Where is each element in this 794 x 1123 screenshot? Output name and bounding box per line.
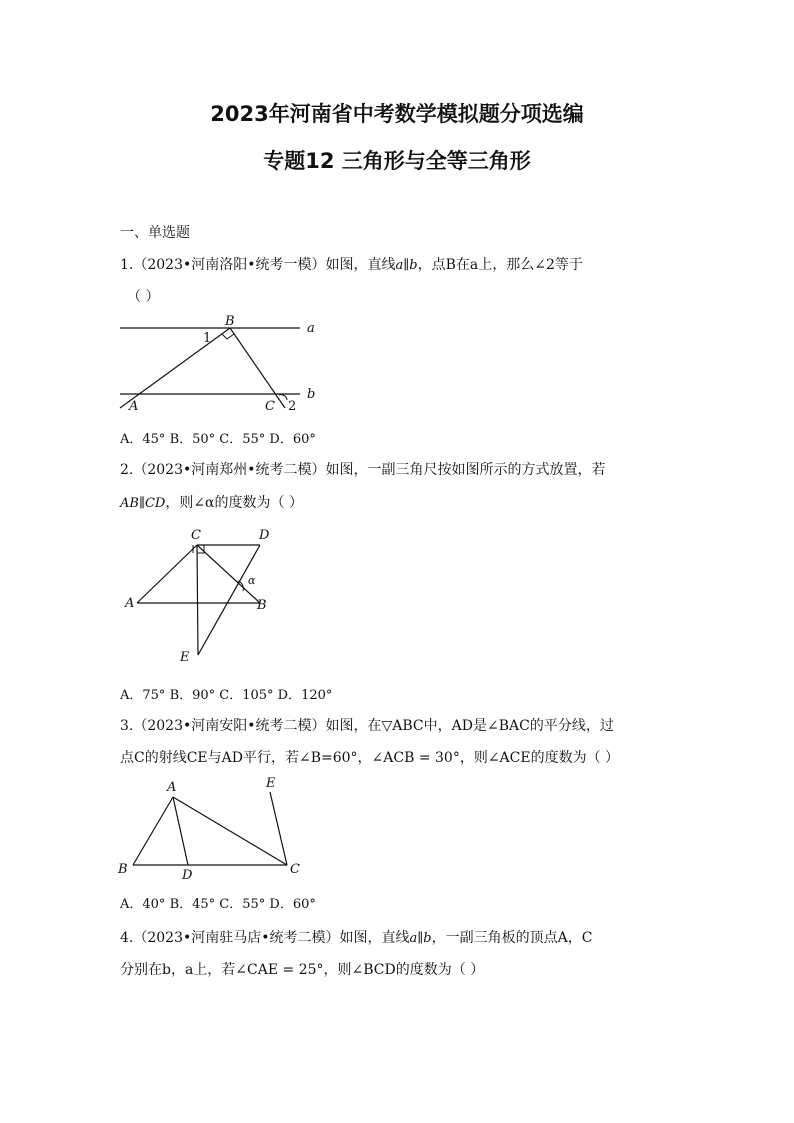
segment-ed xyxy=(198,545,260,655)
question-3-options: A．40° B．45° C．55° D．60° xyxy=(120,897,316,912)
question-1-math: a∥b xyxy=(395,258,418,273)
segment-ac xyxy=(173,797,287,865)
label-b: B xyxy=(118,862,128,877)
question-2-math: AB∥CD xyxy=(120,496,166,511)
question-2-options: A．75° B．90° C．105° D．120° xyxy=(120,688,333,703)
label-e: E xyxy=(180,650,190,665)
question-2-line-a: 2.（2023•河南郑州•统考二模）如图，一副三角尺按如图所示的方式放置，若 xyxy=(120,462,606,478)
segment-ac xyxy=(137,545,197,603)
ray-ce xyxy=(270,792,287,865)
label-angle-1: 1 xyxy=(203,331,212,346)
section-heading: 一、单选题 xyxy=(120,225,190,241)
segment-bc xyxy=(230,328,285,408)
label-c: C xyxy=(191,528,201,543)
question-1-line-b: ，点B在a上，那么∠2等于 xyxy=(417,257,583,273)
label-b-line: b xyxy=(307,387,316,402)
angle-2-arc xyxy=(279,395,287,400)
question-3-figure xyxy=(115,775,315,885)
label-d: D xyxy=(259,528,270,543)
question-3-line-b: 点C的射线CE与AD平行，若∠B=60°，∠ACB = 30°，则∠ACE的度数为（ ） xyxy=(120,750,620,766)
question-2-text xyxy=(120,492,303,512)
label-a: A xyxy=(129,399,139,414)
label-b: B xyxy=(257,598,267,613)
label-a: A xyxy=(125,596,135,611)
segment-ad xyxy=(173,797,188,865)
label-alpha: α xyxy=(248,574,256,587)
question-1-text xyxy=(120,254,583,274)
question-1-line-a: 1.（2023•河南洛阳•统考一模）如图，直线 xyxy=(120,257,396,273)
page-title: 2023年河南省中考数学模拟题分项选编 xyxy=(210,102,584,126)
question-4-line-a: 4.（2023•河南驻马店•统考二模）如图，直线 xyxy=(120,930,410,946)
page-subtitle: 专题12 三角形与全等三角形 xyxy=(263,149,531,173)
label-a: A xyxy=(167,780,177,795)
question-1-answer-blank: （ ） xyxy=(127,289,160,305)
label-c: C xyxy=(265,399,275,414)
label-b: B xyxy=(225,314,235,329)
label-e: E xyxy=(266,776,276,791)
question-1-figure xyxy=(115,313,325,413)
question-2-figure xyxy=(125,525,285,665)
right-angle-mark xyxy=(222,334,234,339)
question-1-options: A．45° B．50° C．55° D．60° xyxy=(120,432,316,447)
segment-ce xyxy=(197,545,198,655)
label-angle-2: 2 xyxy=(288,399,297,414)
question-4-line-b: ，一副三角板的顶点A，C xyxy=(431,930,593,946)
label-d: D xyxy=(182,868,193,883)
question-4-text xyxy=(120,927,592,947)
segment-ba xyxy=(133,797,173,865)
question-4-math: a∥b xyxy=(409,931,432,946)
label-a-line: a xyxy=(307,321,315,336)
label-c: C xyxy=(290,862,300,877)
segment-ab xyxy=(120,328,230,408)
question-3-line-a: 3.（2023•河南安阳•统考二模）如图，在▽ABC中，AD是∠BAC的平分线，过 xyxy=(120,718,614,734)
question-4-line-c: 分别在b，a上，若∠CAE = 25°，则∠BCD的度数为（ ） xyxy=(120,962,485,978)
question-2-line-b: ，则∠α的度数为（ ） xyxy=(165,495,303,511)
